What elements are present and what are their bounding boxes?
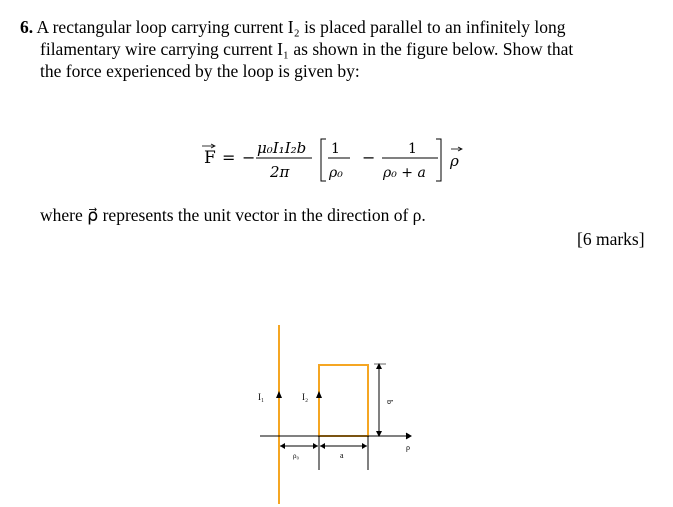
equation-frac2-num: 1 bbox=[408, 141, 417, 157]
label-rho0: ρ₀ bbox=[293, 452, 299, 460]
question-line-2: filamentary wire carrying current I₁ as shown in the figure below. Show that bbox=[40, 39, 574, 59]
question-line-3: the force experienced by the loop is given by: bbox=[40, 61, 360, 81]
equation-numerator: μ₀I₁I₂b bbox=[257, 139, 307, 157]
rectangular-loop bbox=[319, 365, 368, 436]
equation-denominator: 2π bbox=[270, 163, 290, 181]
label-rho: ρ bbox=[406, 443, 410, 452]
question-text bbox=[20, 16, 660, 82]
label-a: a bbox=[340, 451, 344, 460]
equation-frac1-den: ρ₀ bbox=[329, 165, 343, 181]
label-I2: I₂ bbox=[302, 392, 309, 402]
current-arrow-I1 bbox=[276, 391, 282, 398]
marks-label: [6 marks] bbox=[577, 229, 645, 249]
equation-lhs: F bbox=[204, 148, 216, 168]
equation-frac2-den: ρ₀ + a bbox=[383, 165, 426, 181]
question-number: 6. bbox=[20, 17, 34, 37]
current-arrow-I2 bbox=[316, 391, 322, 398]
equation-unit-vector: ρ bbox=[450, 152, 459, 170]
question-line-1: A rectangular loop carrying current I₂ is placed parallel to an infinitely long bbox=[36, 17, 566, 37]
label-b: b bbox=[385, 400, 394, 404]
equation-frac1-num: 1 bbox=[331, 141, 340, 157]
where-text: where ρ⃗ represents the unit vector in the direction of ρ. bbox=[40, 205, 426, 225]
equation-minus-2: − bbox=[362, 148, 376, 167]
force-equation bbox=[200, 125, 500, 195]
equation-minus: − bbox=[242, 148, 256, 167]
label-I1: I₁ bbox=[258, 392, 265, 402]
equation-equals: = bbox=[222, 148, 236, 167]
